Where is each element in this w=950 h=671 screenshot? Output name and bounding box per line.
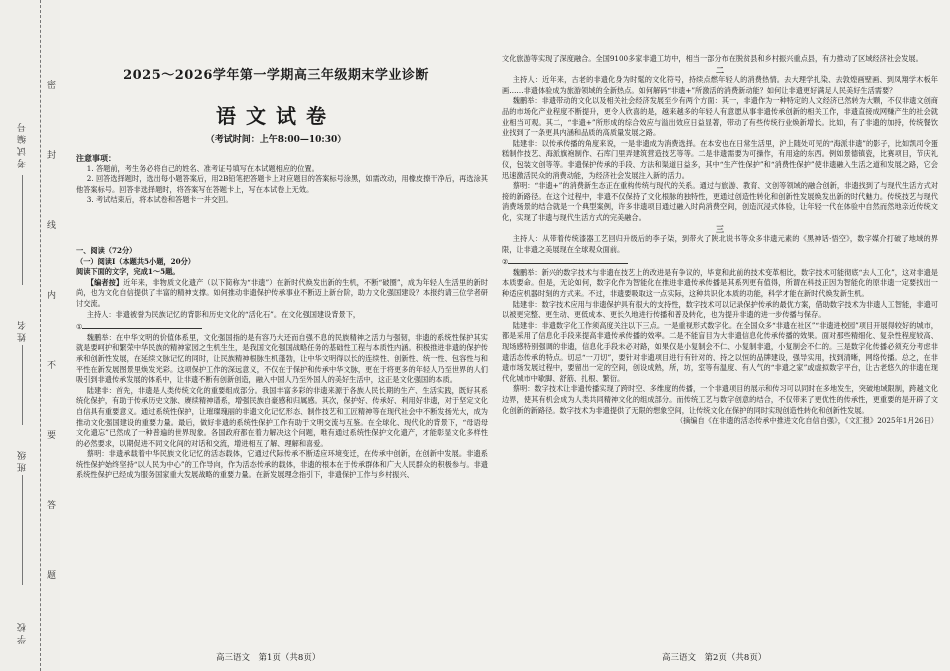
seal-char: 答 <box>45 500 55 509</box>
blank-line <box>502 255 938 268</box>
name-label: 姓名 <box>18 318 28 342</box>
seal-char: 线 <box>45 220 55 229</box>
blank-number: ① <box>76 322 83 332</box>
source-citation: （摘编自《在非遗的活态传承中推进文化自信自强》，《文汇报》2025年1月26日） <box>675 416 938 426</box>
page-footer: 高三语文 第1页（共8页） <box>216 653 321 663</box>
subject-title: 语文试卷 <box>216 104 336 128</box>
page2-content <box>502 54 938 427</box>
paragraph: 主持人：近年来，古老的非遗化身为时髦的文化符号，持续点燃年轻人的消费热情。去大理学扎染、去敦煌画壁画、到凤翔学木板年画……非遗体验成为旅游领域的全新热点。如何解码“非遗+”所激活的消费新动能？如何让非遗更好满足人民美好生活需要？ <box>502 75 938 95</box>
editor-note <box>76 278 488 310</box>
exam-number-label: 考试编号 <box>18 120 28 168</box>
seal-char: 要 <box>45 430 55 439</box>
exam-title: 2025～2026学年第一学期高三年级期末学业诊断 <box>123 68 429 83</box>
seal-char: 封 <box>45 150 55 159</box>
class-label: 班级 <box>18 448 28 472</box>
paragraph: 魏鹏举：在中华文明的价值体系里，文化强国指的是有容乃大还而自强不息的民族精神之活力与强韧，非遗的系统性保护其实就是要呵护和繁荣中华民族的精神家园之生机生生，是我国文化强国战略任务的基础性工程与本质性内涵。积极推进非遗的保护传承和创新性发展，在延续文脉记忆的同时，让民族精神根脉生机蓬勃，让中华文明得以长的连续性、创新性、统一性、包容性与和平性在新发展图景里焕发光彩。这项保护工作的深远意义，不仅在于保护和传承中华文脉，更在于将更多的年轻人乃至世界的人们吸引到非遗传承发展的体系中，让非遗不断有创新创造，融入中国人乃至外国人的美好生活中，这正是文化强国的本质。 <box>76 332 488 385</box>
paragraph: 主持人：从带着传统漆器工艺回归升级后的李子柒，到带火了陕北说书等众多非遗元素的《黑神话·悟空》，数字媒介打破了地域的界限，让非遗之美展现在全球观众面前。 <box>502 234 938 254</box>
answer-blank <box>82 320 202 329</box>
paragraph: 陆建非：数字技术应用与非遗保护具有很大的支持性，数字技术可以记录保护传承的最优方案，借助数字技术为非遗人工智能，非遗可以被更完整、更生动、更低成本、更长久地进行传播和普及转化，也为提升非遗的进一步传播与保存。 <box>502 299 938 320</box>
blank-line <box>76 320 488 333</box>
paragraph: 陆建非：非遗数字化工作须高度关注以下三点。一是重视形式数字化。在全国众多“非遗在社区”“非遗进校园”项目开展得较好的城市，都是采用了信息化手段来提高非遗传承传播的效率。二是不能盲目为大非遗信息化传承传播的效果。面对那些精细化、复杂性程度较高、现场感特别强调的非遗，信息化手段未必对路，如果仅是小复制会不仁、小复制非遗，小复制会不仁的。三是数字化传播必须充分考虑非遗活态传承的特点。切忌“一刀切”，要针对非遗项目进行有针对的、持之以恒的品牌建设，强导实用，找到清晰，网络传播。总之，在非遗市场发展过程中，要留出一定的空间，创设成熟，所，坊，室等有温度、有人气的“非遗之家”或虚拟数字平台，让古老悠久的非遗在现代化城市中歇脚、舒筋、扎根、繁衍。 <box>502 320 938 383</box>
cut-line <box>40 0 41 671</box>
paragraph: 魏鹏举：非遗带动的文化以及相关社会经济发展至少有两个方面：其一，非遗作为一种特定的人文经济已然转为大颗，不仅非遗文创商品的市场化产业程度不断提升，更令人欣喜的是，越来越多的年轻人有意愿从事非遗传承创新的相关工作，非遗直接成网赚产生的社会就业相当可观。其二，“非遗+”所形成的综合效应与溢出效应日益显著，带动了有些传统行业焕新增长。比如，有了非遗的加持，传统餐饮业找到了一条更具内涵和品质的高质量发展之路。 <box>502 96 938 138</box>
notice-block <box>76 153 488 206</box>
page-footer: 高三语文 第2页（共8页） <box>662 653 767 663</box>
paragraph: 陆建非：以传承传播的角度来说，一是非遗成为消费选择。在本安也在日常生活里，沪上随处可见的“海派非遗”的影子，比如凯司令蛋糕制作技艺、海派旗袍制作、石库门里弄建筑营造技艺等等。二是非遗需要为可操作，有用途的东西。例如景德镇瓷，比赛项目，节庆礼仪，包装文创等等。非遗保护传承的手段、方法和渠道日益多，其中“生产性保护”和“消费性保护”使非遗融入生活之道和发展之路，它会迅速激活民众的消费动能，为经济社会发展注入新的活力。 <box>502 138 938 180</box>
page-2 <box>502 0 942 671</box>
name-line <box>22 345 23 425</box>
school-label: 学校 <box>18 620 28 644</box>
instruction: 阅读下面的文字，完成1～5题。 <box>76 267 180 277</box>
editor-note-label: 【编者按】 <box>86 277 124 287</box>
blank-number: ② <box>502 257 509 267</box>
page-1 <box>66 0 486 671</box>
seal-char: 密 <box>45 80 55 89</box>
notice-item: 1. 答题前，考生务必将自己的姓名、准考证号填写在本试题相应的位置。 <box>86 163 319 173</box>
notice-item: 2. 回答选择题时，选出每小题答案后，用2B铅笔把答题卡上对应题目的答案标号涂黑，如需改动，用橡皮擦干净后，再选涂其他答案标号。回答非选择题时，将答案写在答题卡上，写在本试卷上无效。 <box>76 174 488 194</box>
editor-note-text: 近年来，非物质文化遗产（以下简称为“非遗”）在新时代焕发出新的生机，不断“破圈”，成为年轻人生活里的新时尚，也为文化自信提供了丰富的精神支撑。如何推动非遗保护传承事业不断迈上新台阶，助力文化强国建设？本报约请三位学者研讨交流。 <box>76 277 488 308</box>
reading-section <box>76 246 488 481</box>
section-number: 三 <box>716 223 724 234</box>
seal-char: 题 <box>45 570 55 579</box>
paragraph: 蔡明：数字技术让非遗传播实现了跨时空、多维度的传播，一个非遗项目的展示和传习可以同时在多地发生，突破地域限制，跨越文化边界，使其有机会成为人类共同精神文化的组成部分。而传统工艺与数字创意的结合，不仅带来了更优性的传承性，更重要的是开辟了文化创新的新路径。数字技术为非遗提供了无限的想象空间，让传统文化在保护的同时实现创造性转化和创新性发展。 <box>502 384 938 415</box>
paragraph: 陆建非：首先，非遗是人类传统文化的重要组成部分。我国丰富多彩的非遗来源于各族人民长期的生产、生活实践，既好其系统化保护，有助于传承历史文脉、赓续精神谱系，增强民族自豪感和归属感。其次，保护好、传承好、利用好非遗，对于坚定文化自信具有重要意义。通过系统性保护，让璀璨瑰丽的非遗文化记忆形态、制作技艺和工匠精神等在现代社会中不断发扬光大，成为推动文化强国建设的重要力量。最后，做好非遗的系统性保护工作有助于文明交流与互鉴。在全球化、现代化的背景下，“母语母文化遗忘”已然成了一种普遍的世界现象。各国政府都在着力解决这个问题，唯有通过系统性保护文化遗产，才能彰显文化多样性的必然要求，以期促进不同文化间的对话和交流，增进相互了解、理解和喜爱。 <box>76 385 488 448</box>
seal-char: 不 <box>45 360 55 369</box>
section-number: 二 <box>716 64 724 75</box>
subsection-heading: （一）阅读Ⅰ（本题共5小题，20分） <box>76 256 195 266</box>
host-intro <box>76 310 488 321</box>
answer-blank <box>508 255 628 264</box>
paragraph: 魏鹏举：新兴的数字技术与非遗在技艺上的改进是有争议的，毕竟和此前的技术变革相比，数字技术可能彻底“去人工化”，这对非遗是本质要命。但是，无论如何，数字化作为智能化在推进非遗传承传播是其系列更有值得，所谓在科技正因为智能化的原非遗一定要找出一种适应机器时刻的方式来。不过，非遗要吸取这一点实际，这种共识化本质的功能，科学才能在新时代焕发新生机。 <box>502 267 938 299</box>
section-heading: 一、阅读（72分） <box>76 246 137 255</box>
notice-heading: 注意事项： <box>76 153 116 163</box>
seal-char: 内 <box>45 290 55 299</box>
paragraph: 蔡明：“非遗+”的消费新生态正在重构传统与现代的关系。通过与旅游、教育、文创等领域的融合创新，非遗找到了与现代生活方式对接的新路径。在这个过程中，非遗不仅保持了文化根脉的独特性，更通过创造性转化和创新性发展焕发出新的时代魅力。传统技艺与现代消费场景的结合就是一个典型案例，许多非遗项目通过融入时尚消费空间，创造沉浸式体验，让年轻一代在体验中自然而然地亲近传统文化，实现了非遗与现代生活方式的完美融合。 <box>502 181 938 222</box>
class-line <box>22 475 23 585</box>
paragraph: 文化旅游等实现了深度融合。全国9100多家非遗工坊中，相当一部分布在脱贫县和乡村振兴重点县，有力推动了区域经济社会发展。 <box>502 54 923 63</box>
paragraph: 蔡明：非遗承载着中华民族文化记忆的活态载体，它通过代际传承不断适应环境变迁，在传承中创新，在创新中发展。非遗系统性保护始终坚持“以人民为中心”的工作导向，作为活态传承的载体，非遗的根本在于传承群体和广大人民群众的积极参与。非遗系统性保护已经成为服务国家重大发展战略的重要力量。在新发展理念指引下，非遗保护工作与乡村振兴、 <box>76 449 488 480</box>
host-intro-text: 主持人：非遗被誉为民族记忆的背影和历史文化的“活化石”。在文化强国建设背景下， <box>86 309 361 319</box>
exam-number-line <box>22 175 23 285</box>
binding-strip <box>0 0 60 671</box>
notice-item: 3. 考试结束后，将本试卷和答题卡一并交回。 <box>86 195 233 205</box>
exam-time: （考试时间：上午8:00—10:30） <box>205 135 347 145</box>
